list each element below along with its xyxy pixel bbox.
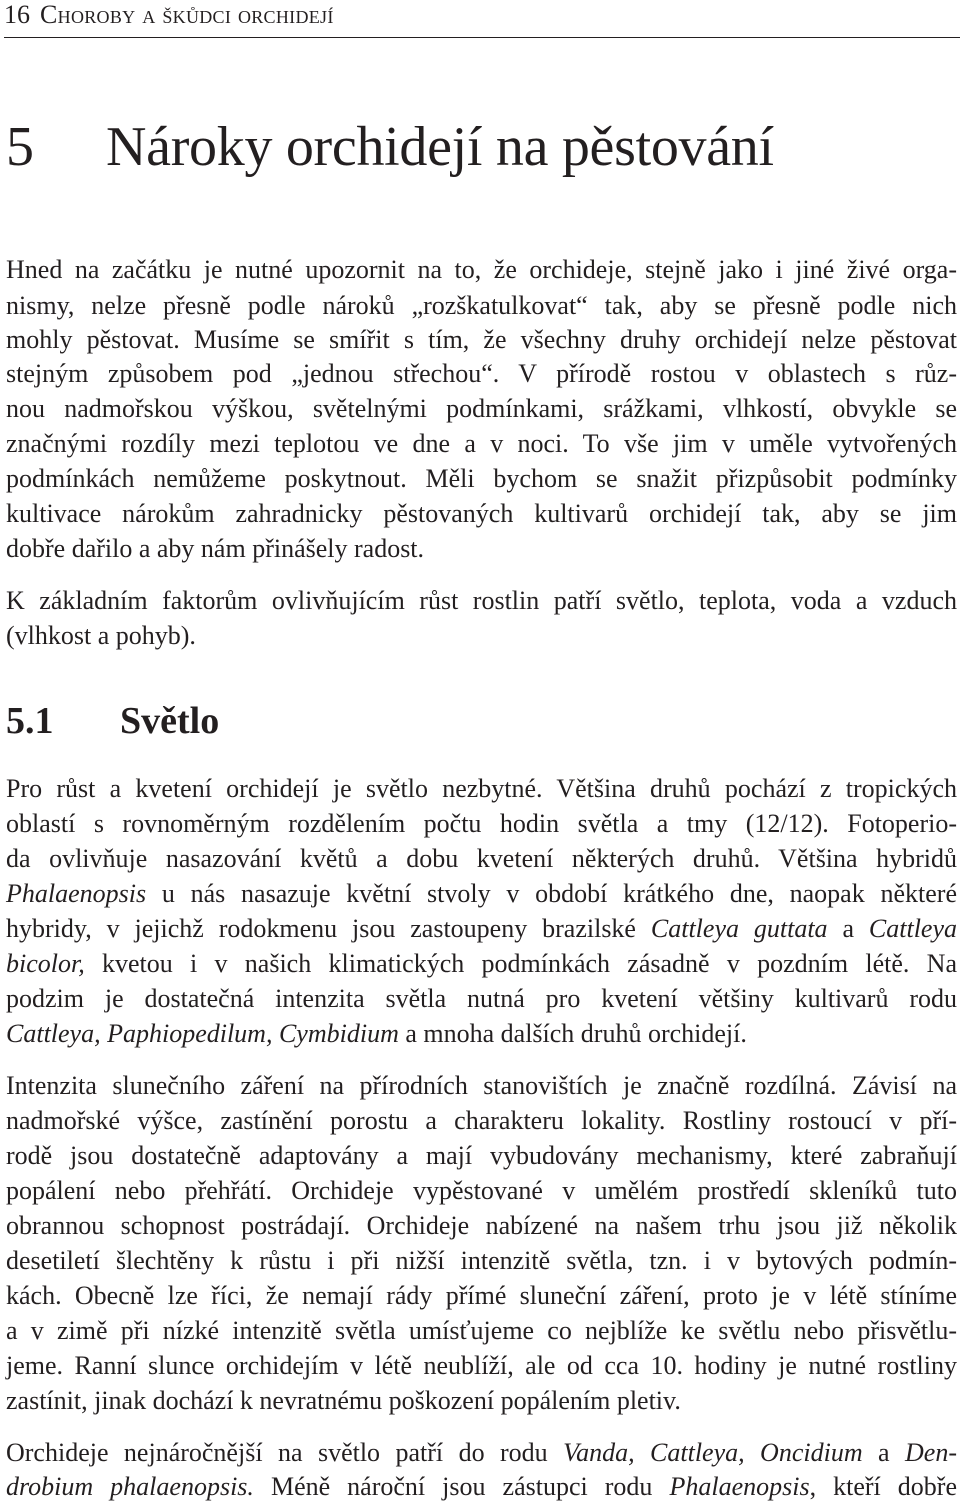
- running-header: [4, 0, 960, 38]
- text-run: a: [827, 914, 869, 943]
- text-line: jeme. Ranní slunce orchidejím v létě neublíží, ale od cca 10. hodiny je nutné rostliny: [6, 1351, 957, 1380]
- text-run: hybridy, v jejichž rodokmenu jsou zastoupeny brazilské: [6, 914, 651, 943]
- chapter-heading: [6, 112, 774, 182]
- genus-names: Cattleya, Paphiopedilum, Cymbidium: [6, 1019, 399, 1048]
- header-rule: [4, 37, 960, 38]
- text-line: [6, 1436, 957, 1470]
- genus-name: Den-: [905, 1438, 957, 1467]
- section-title: Světlo: [120, 700, 220, 742]
- text-run: a: [862, 1438, 906, 1467]
- text-line: a v zimě při nízké intenzitě světla umísťujeme co nejblíže ke světlu nebo přisvětlu-: [6, 1316, 957, 1345]
- text-line: dobře dařilo a aby nám přinášely radost.: [6, 534, 425, 563]
- text-line: oblastí s rovnoměrným rozdělením počtu hodin světla a tmy (12/12). Fotoperio-: [6, 809, 957, 838]
- text-line: nou nadmořskou výškou, světelnými podmínkami, srážkami, vlhkostí, obvykle se: [6, 394, 957, 423]
- text-line: značnými rozdíly mezi teplotou ve dne a v noci. To vše jim v uměle vytvořených: [6, 429, 957, 458]
- text-run: kvetou i v našich klimatických podmínkách zásadně v pozdním létě. Na: [84, 949, 957, 978]
- text-line: [6, 1017, 957, 1051]
- text-line: K základním faktorům ovlivňujícím růst rostlin patří světlo, teplota, voda a vzduch: [6, 586, 957, 615]
- text-line: podzim je dostatečná intenzita světla nutná pro kvetení většiny kultivarů rodu: [6, 984, 957, 1013]
- text-line: [6, 912, 957, 946]
- text-line: popálení nebo přehřátí. Orchideje vypěstované v umělém prostředí skleníků tuto: [6, 1176, 957, 1205]
- text-line: rodě jsou dostatečně adaptovány a mají vybudovány mechanismy, které zabraňují: [6, 1141, 957, 1170]
- species-name: Cattleya guttata: [650, 914, 828, 943]
- text-line: nadmořské výšce, zastínění porostu a charakteru lokality. Rostliny rostoucí v pří-: [6, 1106, 957, 1135]
- species-name: bicolor,: [6, 949, 85, 978]
- text-line: podmínkách nemůžeme poskytnout. Měli bychom se snažit přizpůsobit podmínky: [6, 464, 957, 493]
- text-line: mohly pěstovat. Musíme se smířit s tím, že všechny druhy orchidejí nelze pěstovat: [6, 325, 957, 354]
- text-line: [6, 947, 957, 981]
- page-number: 16: [4, 0, 30, 29]
- running-title: Choroby a škůdci orchidejí: [40, 0, 334, 29]
- genus-name: Phalaenopsis: [6, 879, 147, 908]
- genus-name: Cattleya: [868, 914, 958, 943]
- text-line: kultivace nárokům zahradnicky pěstovaných kultivarů orchidejí tak, aby se jim: [6, 499, 957, 528]
- text-line: nismy, nelze přesně podle nároků „rozškatulkovat“ tak, aby se přesně podle nich: [6, 291, 957, 320]
- text-line: obrannou schopnost postrádají. Orchideje nabízené na našem trhu jsou již několik: [6, 1211, 957, 1240]
- genus-name: Phalaenopsis: [669, 1472, 810, 1501]
- section-number: 5.1: [6, 700, 54, 742]
- text-run: Orchideje nejnáročnější na světlo patří do rodu: [6, 1438, 564, 1467]
- species-name: drobium phalaenopsis.: [6, 1472, 254, 1501]
- text-line: (vlhkost a pohyb).: [6, 621, 196, 650]
- text-line: Hned na začátku je nutné upozornit na to, že orchideje, stejně jako i jiné živé orga-: [6, 255, 957, 284]
- text-run: Méně nároční jsou zástupci rodu: [253, 1472, 670, 1501]
- text-line: zastínit, jinak dochází k nevratnému poškození popálením pletiv.: [6, 1386, 681, 1415]
- chapter-title: Nároky orchidejí na pěstování: [106, 116, 774, 178]
- text-run: u nás nasazuje květní stvoly v období krátkého dne, naopak některé: [146, 879, 957, 908]
- text-run: , kteří dobře: [809, 1472, 957, 1501]
- chapter-number: 5: [6, 116, 34, 178]
- text-line: kách. Obecně lze říci, že nemají rády přímé sluneční záření, proto je v létě stíníme: [6, 1281, 957, 1310]
- text-line: desetiletí šlechtěny k růstu i při nižší intenzitě světla, tzn. i v bytových podmín-: [6, 1246, 957, 1275]
- text-line: Pro růst a kvetení orchidejí je světlo nezbytné. Většina druhů pochází z tropických: [6, 774, 957, 803]
- text-line: Intenzita slunečního záření na přírodních stanovištích je značně rozdílná. Závisí na: [6, 1071, 957, 1100]
- text-line: stejným způsobem pod „jednou střechou“. V přírodě rostou v oblastech s růz-: [6, 359, 957, 388]
- text-line: [6, 1470, 957, 1504]
- text-line: da ovlivňuje nasazování květů a dobu kvetení některých druhů. Většina hybridů: [6, 844, 957, 873]
- text-line: [6, 877, 957, 911]
- text-run: a mnoha dalších druhů orchidejí.: [398, 1019, 747, 1048]
- section-heading: [6, 698, 219, 744]
- genus-names: Vanda, Cattleya, Oncidium: [563, 1438, 863, 1467]
